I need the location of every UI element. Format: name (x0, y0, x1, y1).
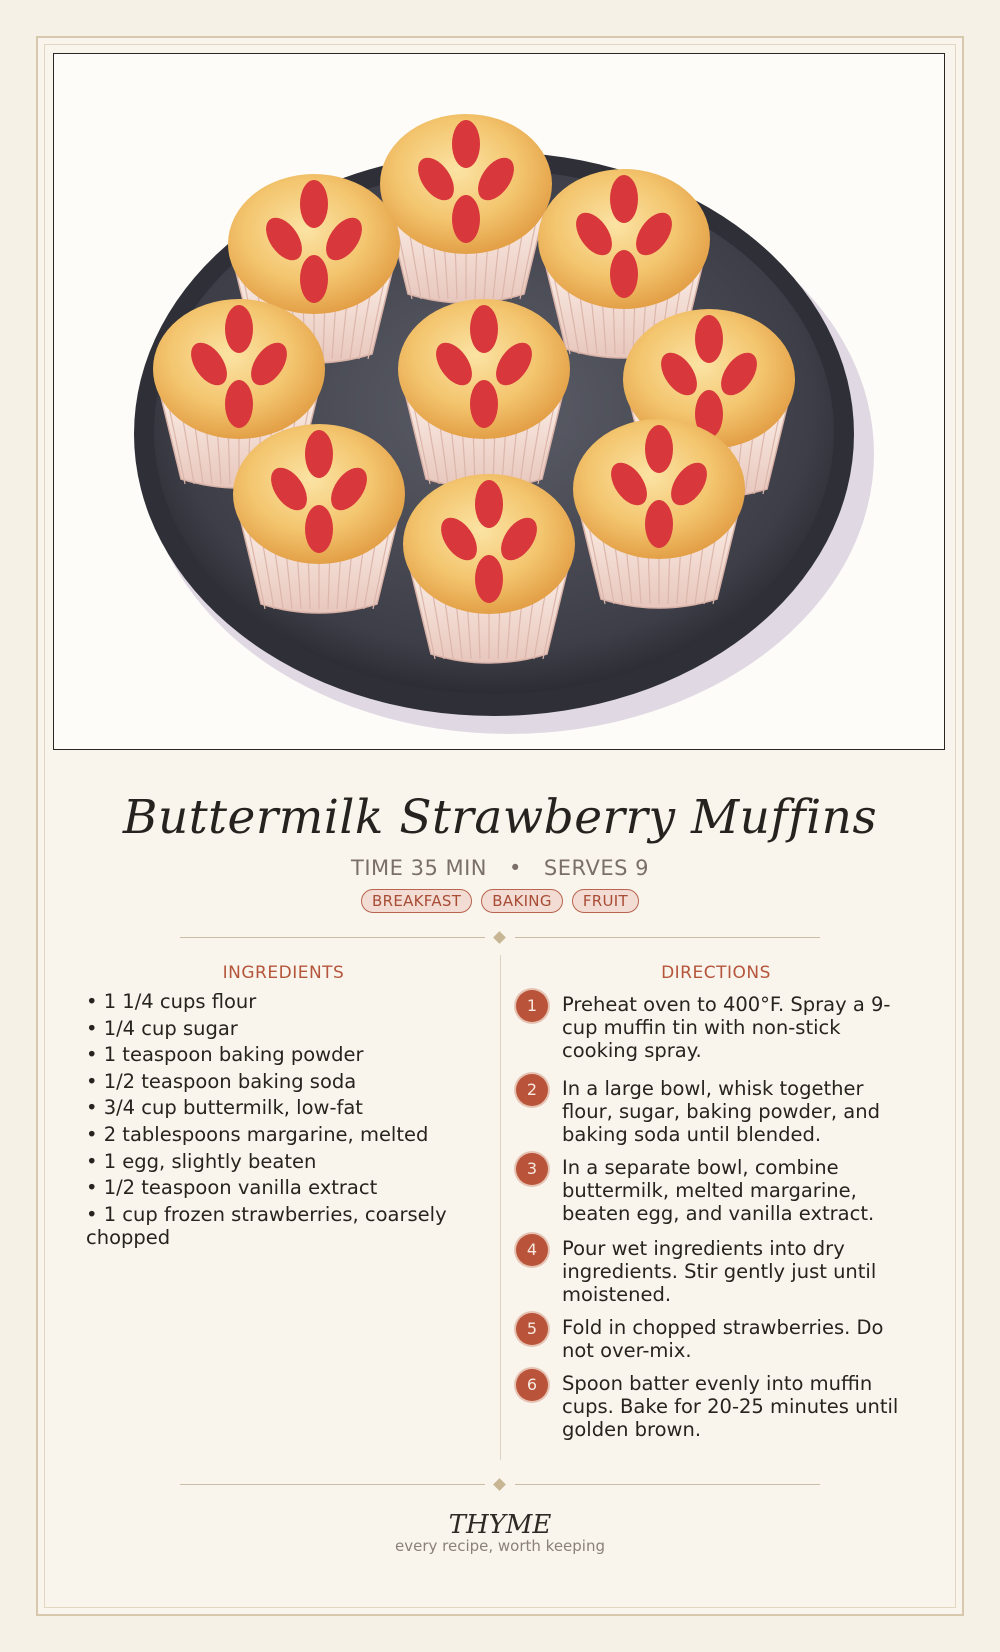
meta-separator: • (509, 856, 522, 880)
directions-heading: DIRECTIONS (661, 963, 771, 983)
recipe-meta (0, 856, 1000, 880)
ingredient-item: • 1/2 teaspoon baking soda (86, 1069, 357, 1093)
brand-tagline: every recipe, worth keeping (394, 1537, 605, 1555)
muffin (573, 419, 745, 608)
step-number: 4 (516, 1234, 548, 1266)
step-number: 5 (516, 1313, 548, 1345)
ingredient-item: • 1 egg, slightly beaten (86, 1149, 317, 1173)
step-number: 2 (516, 1074, 548, 1106)
muffin (398, 299, 570, 488)
ingredients-heading: INGREDIENTS (222, 963, 345, 983)
step-number: 1 (516, 990, 548, 1022)
recipe-time: TIME 35 MIN (351, 856, 488, 880)
diamond-icon (493, 931, 506, 944)
muffin (233, 424, 405, 613)
ingredient-item: • 1 teaspoon baking powder (86, 1043, 364, 1067)
tag-fruit[interactable]: FRUIT (572, 889, 639, 913)
bottom-divider (180, 1478, 820, 1492)
ingredient-item: • 2 tablespoons margarine, melted (86, 1122, 429, 1146)
column-divider (500, 955, 501, 1460)
recipe-photo (53, 53, 945, 750)
ingredient-item: • 1 1/4 cups flour (86, 990, 257, 1013)
top-divider (180, 931, 820, 945)
tag-list (0, 889, 1000, 913)
diamond-icon (493, 1478, 506, 1491)
step-text: Pour wet ingredients into dry ingredients. Stir gently just until moistened. (562, 1237, 877, 1306)
tag-breakfast[interactable]: BREAKFAST (361, 889, 472, 913)
ingredient-item: • 1/2 teaspoon vanilla extract (86, 1176, 378, 1200)
ingredients-list (86, 990, 456, 1252)
ingredient-item: • 1/4 cup sugar (86, 1016, 238, 1040)
step-number: 3 (516, 1153, 548, 1185)
step-text: Spoon batter evenly into muffin cups. Bake for 20-25 minutes until golden brown. (562, 1372, 899, 1441)
recipe-title: Buttermilk Strawberry Muffins (122, 790, 878, 845)
step-text: In a separate bowl, combine buttermilk, melted margarine, beaten egg, and vanilla extract. (562, 1156, 875, 1225)
step-number: 6 (516, 1369, 548, 1401)
step-text: In a large bowl, whisk together flour, sugar, baking powder, and baking soda until blended. (562, 1077, 880, 1146)
tag-baking[interactable]: BAKING (481, 889, 562, 913)
step-text: Preheat oven to 400°F. Spray a 9-cup muffin tin with non-stick cooking spray. (562, 993, 891, 1062)
ingredient-item: • 1 cup frozen strawberries, coarsely chopped (86, 1202, 447, 1249)
muffin (380, 114, 552, 303)
recipe-serves: SERVES 9 (543, 856, 649, 880)
muffin (403, 474, 575, 663)
ingredient-item: • 3/4 cup buttermilk, low-fat (86, 1096, 363, 1120)
step-text: Fold in chopped strawberries. Do not over-mix. (562, 1316, 884, 1362)
brand-name: THYME (448, 1510, 552, 1540)
muffins-illustration (54, 54, 945, 750)
